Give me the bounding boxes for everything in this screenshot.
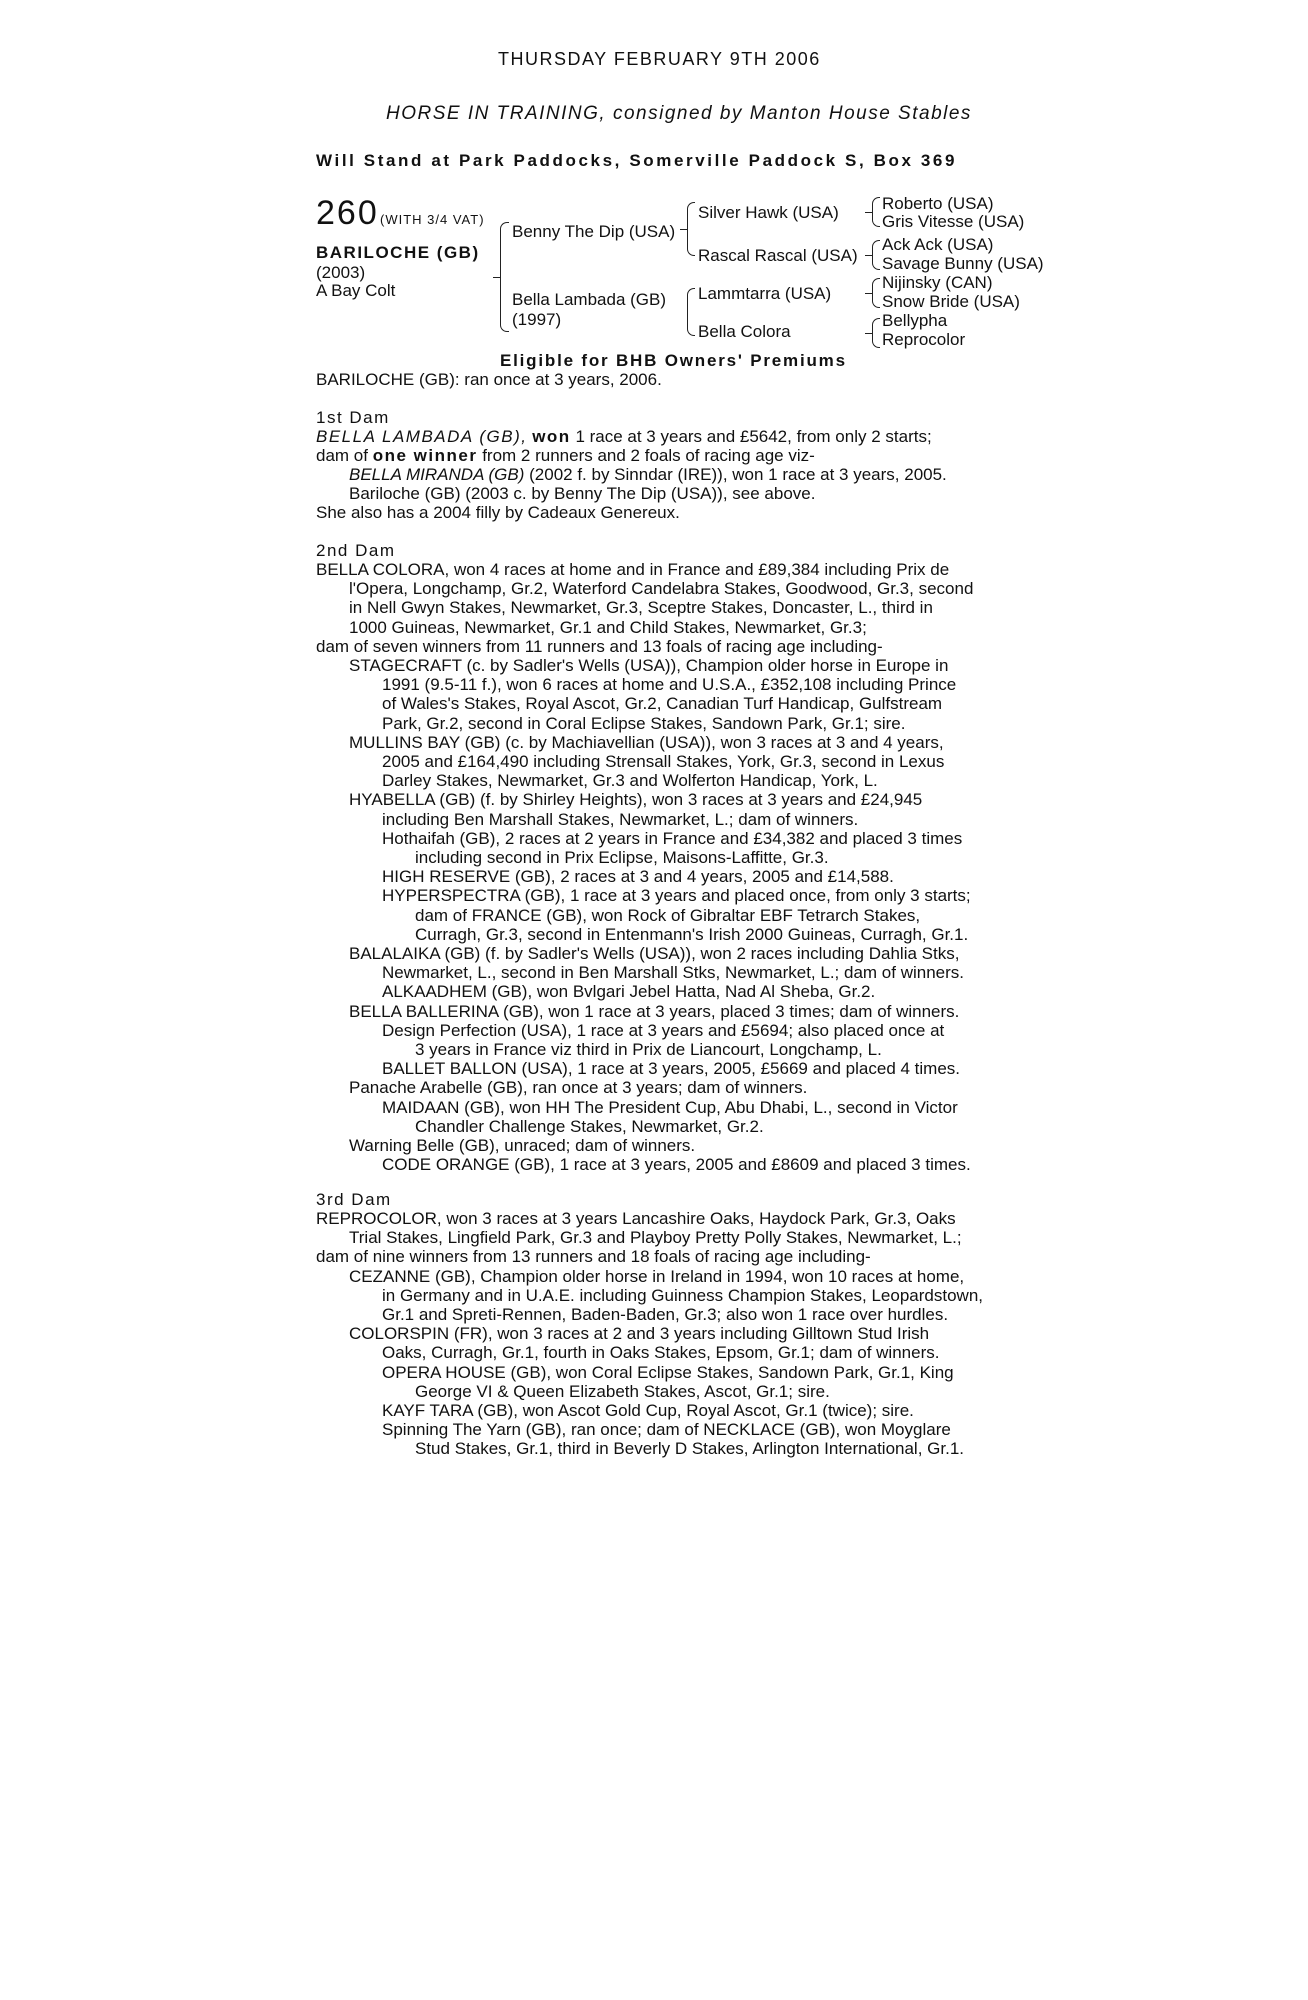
pedigree-brace-gg1 <box>872 197 880 227</box>
sire-name: Benny The Dip (USA) <box>512 222 676 241</box>
second-dam-line: Warning Belle (GB), unraced; dam of winners. <box>349 1136 696 1155</box>
second-dam-line: BALLET BALLON (USA), 1 race at 3 years, 2005, £5669 and placed 4 times. <box>382 1059 961 1079</box>
sale-date: THURSDAY FEBRUARY 9TH 2006 <box>498 49 821 69</box>
third-dam-line: dam of nine winners from 13 runners and 18 foals of racing age including- <box>316 1247 871 1267</box>
second-dam-line: l'Opera, Longchamp, Gr.2, Waterford Candelabra Stakes, Goodwood, Gr.3, second <box>349 579 974 599</box>
second-dam-line: Newmarket, L., second in Ben Marshall Stks, Newmarket, L.; dam of winners. <box>382 963 965 983</box>
first-dam-line: She also has a 2004 filly by Cadeaux Genereux. <box>316 503 680 522</box>
second-dam-line: 1991 (9.5-11 f.), won 6 races at home and U.S.A., £352,108 including Prince <box>382 675 957 695</box>
second-dam-line: of Wales's Stakes, Royal Ascot, Gr.2, Canadian Turf Handicap, Gulfstream <box>382 694 943 714</box>
third-dam-line: Oaks, Curragh, Gr.1, fourth in Oaks Stakes, Epsom, Gr.1; dam of winners. <box>382 1343 940 1363</box>
dam-sire-name: Lammtarra (USA) <box>698 284 832 303</box>
pedigree-brace-sire <box>687 202 695 256</box>
second-dam-line: HYPERSPECTRA (GB), 1 race at 3 years and placed once, from only 3 starts; <box>382 886 971 906</box>
first-dam-line: BELLA LAMBADA (GB), won 1 race at 3 years and £5642, from only 2 starts; <box>316 427 932 446</box>
third-dam-line: REPROCOLOR, won 3 races at 3 years Lancashire Oaks, Haydock Park, Gr.3, Oaks <box>316 1209 956 1228</box>
second-dam-line: 2005 and £164,490 including Strensall Stakes, York, Gr.3, second in Lexus <box>382 752 945 771</box>
progeny-name: BELLA MIRANDA (GB) <box>349 465 525 484</box>
sire-sire-name: Silver Hawk (USA) <box>698 203 839 222</box>
pedigree-brace-gg4 <box>872 318 880 348</box>
dam-name: BELLA LAMBADA (GB), <box>316 427 528 446</box>
eligibility-note: Eligible for BHB Owners' Premiums <box>500 351 847 370</box>
pedigree-brace-gg3 <box>872 278 880 308</box>
pedigree-brace-gg2 <box>872 240 880 270</box>
sire-dam-name: Rascal Rascal (USA) <box>698 246 858 265</box>
pedigree-brace-main <box>500 222 509 332</box>
third-dam-line: OPERA HOUSE (GB), won Coral Eclipse Stakes, Sandown Park, Gr.1, King <box>382 1362 954 1382</box>
consignment-line: HORSE IN TRAINING, consigned by Manton House Stables <box>386 103 972 124</box>
second-dam-line: CODE ORANGE (GB), 1 race at 3 years, 2005 and £8609 and placed 3 times. <box>382 1155 971 1175</box>
second-dam-line: STAGECRAFT (c. by Sadler's Wells (USA)), Champion older horse in Europe in <box>349 656 949 675</box>
second-dam-line: in Nell Gwyn Stakes, Newmarket, Gr.3, Sceptre Stakes, Doncaster, L., third in <box>349 598 933 618</box>
winners-count: one winner <box>372 446 478 465</box>
gg-name: Roberto (USA) <box>882 194 994 213</box>
stand-location: Will Stand at Park Paddocks, Somerville Paddock S, Box 369 <box>316 151 957 170</box>
third-dam-line: George VI & Queen Elizabeth Stakes, Ascot, Gr.1; sire. <box>415 1381 830 1401</box>
lot-name: BARILOCHE (GB) <box>316 243 480 262</box>
third-dam-line: in Germany and in U.A.E. including Guinness Champion Stakes, Leopardstown, <box>382 1285 983 1305</box>
gg-name: Reprocolor <box>882 330 966 349</box>
second-dam-line: Curragh, Gr.3, second in Entenmann's Irish 2000 Guineas, Curragh, Gr.1. <box>415 924 969 944</box>
second-dam-line: Design Perfection (USA), 1 race at 3 years and £5694; also placed once at <box>382 1020 945 1040</box>
second-dam-line: including Ben Marshall Stakes, Newmarket, L.; dam of winners. <box>382 809 859 829</box>
third-dam-heading: 3rd Dam <box>316 1190 392 1209</box>
first-dam-line: Bariloche (GB) (2003 c. by Benny The Dip (USA)), see above. <box>349 484 816 503</box>
second-dam-line: 3 years in France viz third in Prix de Liancourt, Longchamp, L. <box>415 1040 882 1059</box>
gg-name: Bellypha <box>882 311 948 330</box>
lot-year: (2003) <box>316 263 366 282</box>
second-dam-line: Hothaifah (GB), 2 races at 2 years in France and £34,382 and placed 3 times <box>382 828 963 848</box>
gg-name: Nijinsky (CAN) <box>882 273 993 292</box>
second-dam-line: including second in Prix Eclipse, Maisons-Laffitte, Gr.3. <box>415 848 829 867</box>
second-dam-line: HIGH RESERVE (GB), 2 races at 3 and 4 years, 2005 and £14,588. <box>382 867 894 887</box>
third-dam-line: Stud Stakes, Gr.1, third in Beverly D Stakes, Arlington International, Gr.1. <box>415 1439 964 1459</box>
second-dam-line: Chandler Challenge Stakes, Newmarket, Gr.2. <box>415 1116 764 1136</box>
third-dam-line: Trial Stakes, Lingfield Park, Gr.3 and Playboy Pretty Polly Stakes, Newmarket, L.; <box>349 1228 962 1248</box>
gg-name: Savage Bunny (USA) <box>882 254 1044 273</box>
second-dam-line: Panache Arabelle (GB), ran once at 3 years; dam of winners. <box>349 1078 808 1098</box>
dam-name: Bella Lambada (GB) <box>512 290 667 309</box>
third-dam-line: KAYF TARA (GB), won Ascot Gold Cup, Royal Ascot, Gr.1 (twice); sire. <box>382 1401 914 1420</box>
gg-name: Gris Vitesse (USA) <box>882 212 1025 231</box>
dam-year: (1997) <box>512 310 562 329</box>
won-text: won <box>532 427 571 446</box>
lot-number: 260 <box>316 194 379 232</box>
first-dam-line: BELLA MIRANDA (GB) (2002 f. by Sinndar (IRE)), won 1 race at 3 years, 2005. <box>349 465 947 484</box>
dam-dam-name: Bella Colora <box>698 322 791 341</box>
second-dam-heading: 2nd Dam <box>316 541 396 560</box>
third-dam-line: CEZANNE (GB), Champion older horse in Ireland in 1994, won 10 races at home, <box>349 1266 965 1286</box>
second-dam-line: MULLINS BAY (GB) (c. by Machiavellian (USA)), won 3 races at 3 and 4 years, <box>349 732 944 752</box>
second-dam-line: BALALAIKA (GB) (f. by Sadler's Wells (USA)), won 2 races including Dahlia Stks, <box>349 944 960 963</box>
second-dam-line: dam of seven winners from 11 runners and 13 foals of racing age including- <box>316 636 883 656</box>
third-dam-line: COLORSPIN (FR), won 3 races at 2 and 3 years including Gilltown Stud Irish <box>349 1324 930 1344</box>
second-dam-line: HYABELLA (GB) (f. by Shirley Heights), won 3 races at 3 years and £24,945 <box>349 790 923 810</box>
second-dam-line: Darley Stakes, Newmarket, Gr.3 and Wolferton Handicap, York, L. <box>382 771 878 791</box>
first-dam-heading: 1st Dam <box>316 408 390 427</box>
race-record: BARILOCHE (GB): ran once at 3 years, 2006. <box>316 370 662 389</box>
gg-name: Snow Bride (USA) <box>882 292 1020 311</box>
second-dam-line: ALKAADHEM (GB), won Bvlgari Jebel Hatta, Nad Al Sheba, Gr.2. <box>382 982 876 1002</box>
second-dam-line: MAIDAAN (GB), won HH The President Cup, Abu Dhabi, L., second in Victor <box>382 1097 958 1117</box>
pedigree-brace-dam <box>687 288 695 336</box>
second-dam-line: dam of FRANCE (GB), won Rock of Gibraltar EBF Tetrarch Stakes, <box>415 905 921 925</box>
lot-description: A Bay Colt <box>316 281 396 300</box>
gg-name: Ack Ack (USA) <box>882 235 994 254</box>
second-dam-line: BELLA BALLERINA (GB), won 1 race at 3 years, placed 3 times; dam of winners. <box>349 1001 960 1021</box>
second-dam-line: Park, Gr.2, second in Coral Eclipse Stakes, Sandown Park, Gr.1; sire. <box>382 713 906 733</box>
second-dam-line: BELLA COLORA, won 4 races at home and in France and £89,384 including Prix de <box>316 560 950 579</box>
vat-note: (WITH 3/4 VAT) <box>380 212 485 227</box>
third-dam-line: Gr.1 and Spreti-Rennen, Baden-Baden, Gr.3; also won 1 race over hurdles. <box>382 1305 949 1324</box>
first-dam-line: dam of one winner from 2 runners and 2 foals of racing age viz- <box>316 446 815 465</box>
third-dam-line: Spinning The Yarn (GB), ran once; dam of NECKLACE (GB), won Moyglare <box>382 1420 951 1440</box>
second-dam-line: 1000 Guineas, Newmarket, Gr.1 and Child Stakes, Newmarket, Gr.3; <box>349 617 867 637</box>
